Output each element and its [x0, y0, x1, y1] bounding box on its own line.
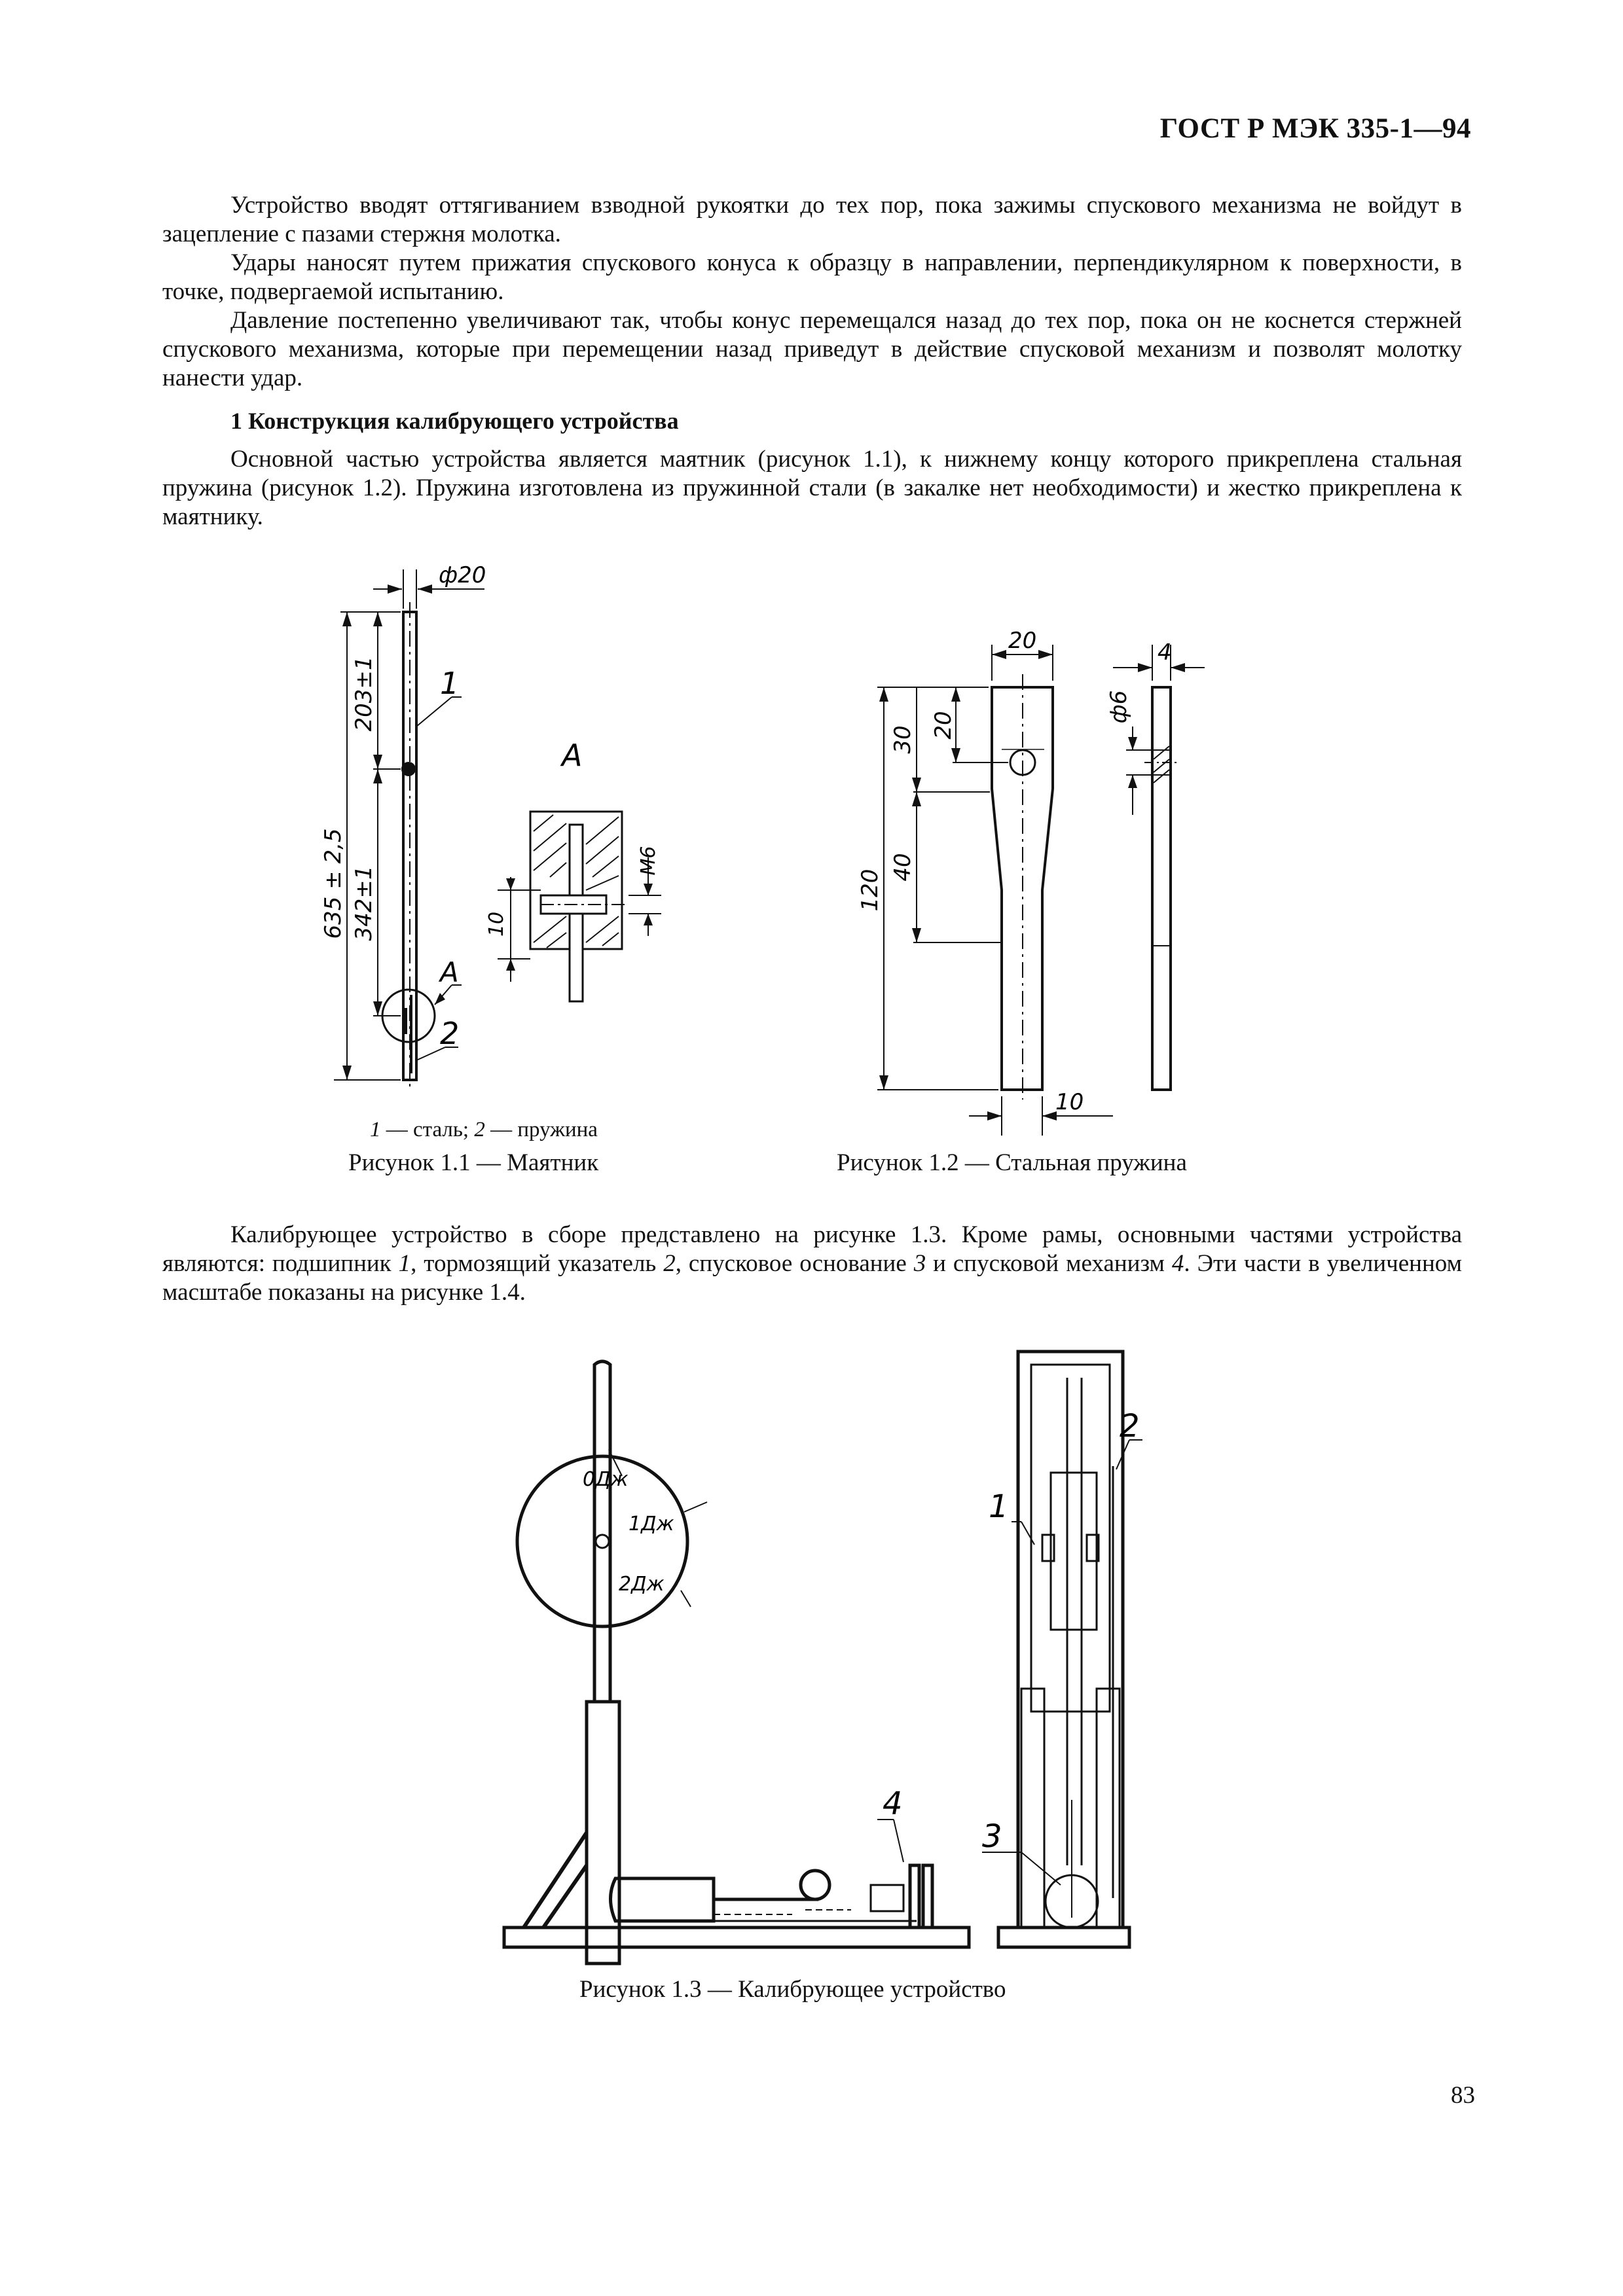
- text: и спусковой механизм: [926, 1250, 1172, 1277]
- callout-2: 2: [440, 1016, 460, 1051]
- scale-label-1: 1Дж: [629, 1513, 674, 1535]
- text: , спусковое основание: [675, 1250, 914, 1277]
- dim-diameter: ф20: [439, 562, 486, 588]
- callout-1: 1: [989, 1488, 1009, 1525]
- scale-label-2: 2Дж: [619, 1573, 665, 1596]
- legend-num: 1: [370, 1118, 381, 1141]
- dim-lower: 342±1: [351, 865, 377, 941]
- ref: 2: [663, 1250, 676, 1277]
- dim-120: 120: [857, 869, 883, 912]
- figure-caption-1-2: Рисунок 1.2 — Стальная пружина: [837, 1149, 1187, 1176]
- callout-3: 3: [982, 1818, 1002, 1855]
- callout-2: 2: [1120, 1408, 1140, 1444]
- figure-caption-1-3: Рисунок 1.3 — Калибрующее устройство: [579, 1976, 1006, 2003]
- dim-30: 30: [890, 725, 916, 754]
- text: , тормозящий указатель: [410, 1250, 664, 1277]
- document-header: ГОСТ Р МЭК 335-1—94: [1159, 113, 1471, 144]
- ref: 3: [913, 1250, 926, 1277]
- text: Калибрующее устройство в сборе представлено на рисунке 1.3. Кроме рамы, основными частями устройства являются: подшипник: [162, 1221, 1462, 1277]
- legend-text: — сталь;: [380, 1118, 475, 1141]
- ref: 4: [1171, 1250, 1184, 1277]
- view-mark: A: [440, 956, 459, 988]
- paragraph: Основной частью устройства является маятник (рисунок 1.1), к нижнему концу которого прикреплена стальная пружина (рисунок 1.2). Пружина изготовлена из пружинной стали (в закалке нет необходимости) и жестко прикреплена к маятнику.: [162, 446, 1462, 530]
- scale-label-0: 0Дж: [583, 1468, 629, 1491]
- dim-10: 10: [485, 911, 508, 937]
- dim-hole-6: ф6: [1106, 690, 1132, 724]
- dim-total-length: 635 ± 2,5: [320, 828, 346, 939]
- dim-width-10: 10: [1055, 1089, 1084, 1115]
- text: . Эти части в увеличенном масштабе показаны на рисунке 1.4.: [162, 1250, 1462, 1306]
- dim-thickness-4: 4: [1158, 639, 1172, 666]
- dim-thread: М6: [637, 846, 660, 876]
- paragraph: Давление постепенно увеличивают так, чтобы конус перемещался назад до тех пор, пока он не коснется стержней спускового механизма, которые при перемещении назад приведут в действие спусковой механизм и позволят молотку нанести удар.: [162, 307, 1462, 391]
- view-title: A: [562, 738, 583, 773]
- legend-num: 2: [474, 1118, 485, 1141]
- figure-caption-1-1: Рисунок 1.1 — Маятник: [348, 1149, 599, 1176]
- callout-4: 4: [883, 1785, 903, 1822]
- dim-20: 20: [930, 711, 957, 740]
- section-heading: 1 Конструкция калибрующего устройства: [230, 408, 679, 434]
- ref: 1: [398, 1250, 411, 1277]
- dim-40: 40: [890, 853, 916, 882]
- paragraph: Устройство вводят оттягиванием взводной рукоятки до тех пор, пока зажимы спускового механизма не войдут в зацепление с пазами стержня молотка.: [162, 192, 1462, 247]
- paragraph: Удары наносят путем прижатия спускового конуса к образцу в направлении, перпендикулярном к поверхности, в точке, подвергаемой испытанию.: [162, 249, 1462, 305]
- callout-1: 1: [440, 666, 460, 701]
- page-number: 83: [1451, 2082, 1475, 2109]
- dim-upper: 203±1: [351, 656, 377, 732]
- legend-text: — пружина: [484, 1118, 598, 1141]
- dim-width-20: 20: [1008, 628, 1037, 654]
